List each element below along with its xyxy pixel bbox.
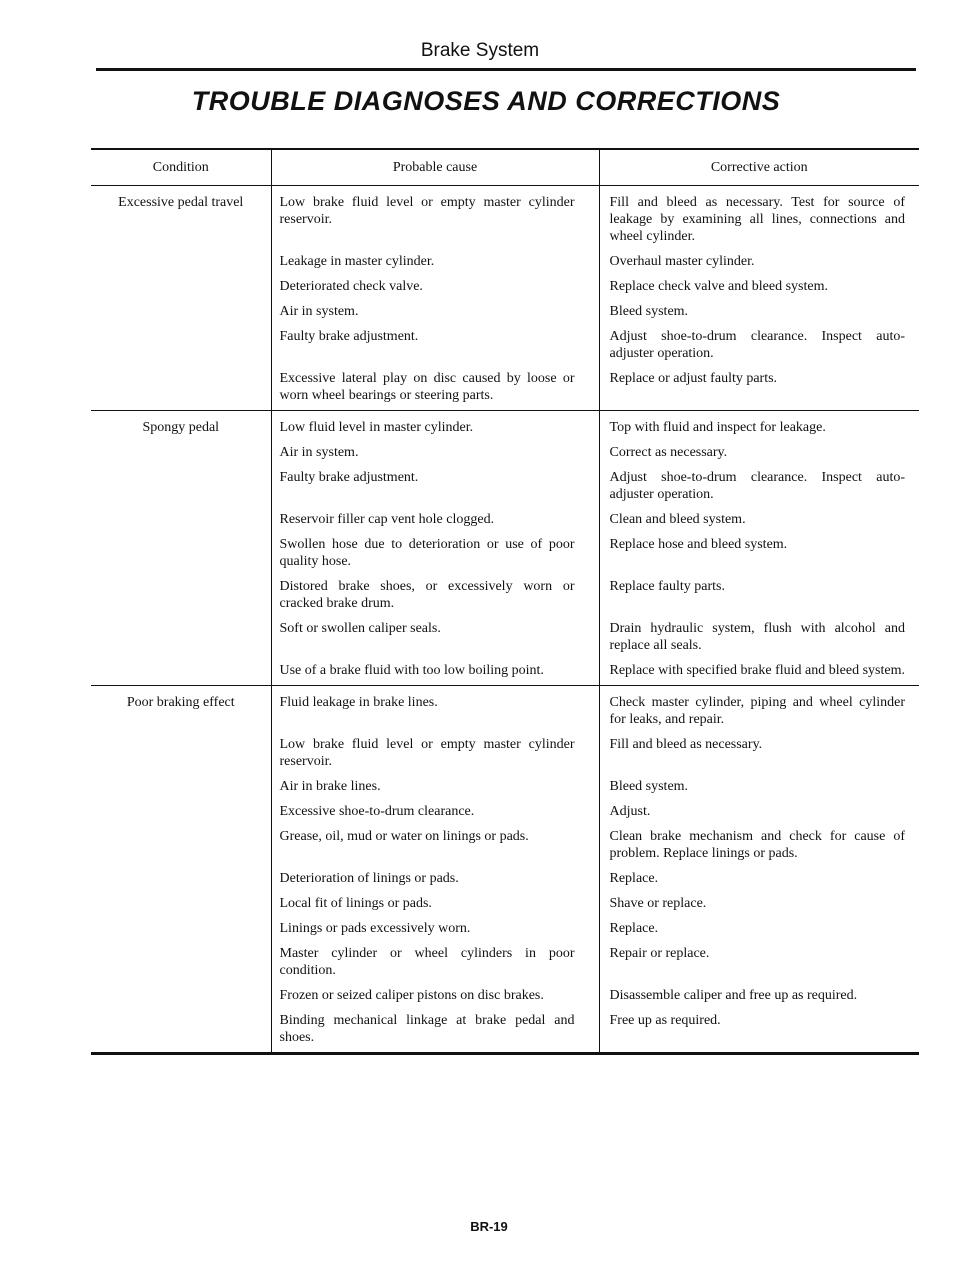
cause-item: Fluid leakage in brake lines.: [279, 695, 438, 710]
action-item: Top with fluid and inspect for leakage.: [609, 420, 826, 435]
action-item: Replace.: [609, 921, 659, 936]
action-item: Clean and bleed system.: [609, 512, 746, 527]
condition-cell: Poor braking effect: [126, 695, 235, 710]
action-item: Adjust.: [609, 804, 651, 819]
section-header: Brake System: [420, 40, 540, 61]
action-item: Replace check valve and bleed system.: [609, 279, 828, 294]
table-row: [91, 411, 919, 686]
action-item: Replace or adjust faulty parts.: [609, 371, 778, 386]
column-header-condition: Condition: [91, 150, 271, 186]
action-item: Replace hose and bleed system.: [609, 537, 788, 552]
cause-item: Use of a brake fluid with too low boiling point.: [279, 663, 544, 678]
action-cell: [599, 186, 919, 411]
cause-cell: [271, 686, 599, 1053]
cause-item: Deterioration of linings or pads.: [279, 871, 459, 886]
cause-item: Frozen or seized caliper pistons on disc brakes.: [279, 988, 544, 1003]
table-row: [91, 686, 919, 1053]
page-title: TROUBLE DIAGNOSES AND CORRECTIONS: [191, 86, 781, 116]
cause-item: Distored brake shoes, or excessively worn or cracked brake drum.: [279, 579, 575, 611]
cause-item: Binding mechanical linkage at brake pedal and shoes.: [279, 1013, 575, 1045]
action-item: Fill and bleed as necessary. Test for source of leakage by examining all lines, connections and wheel cylinder.: [609, 195, 905, 244]
action-item: Adjust shoe-to-drum clearance. Inspect auto-adjuster operation.: [609, 329, 905, 361]
table-bottom-rule: [91, 1052, 919, 1055]
cause-cell: [271, 411, 599, 686]
cause-item: Air in system.: [279, 445, 359, 460]
table-header-row: [91, 150, 919, 186]
action-item: Replace faulty parts.: [609, 579, 725, 594]
action-item: Drain hydraulic system, flush with alcohol and replace all seals.: [609, 621, 905, 653]
cause-item: Faulty brake adjustment.: [279, 470, 419, 485]
table-body: [91, 186, 919, 1053]
action-item: Check master cylinder, piping and wheel cylinder for leaks, and repair.: [609, 695, 905, 727]
cause-item: Low fluid level in master cylinder.: [279, 420, 474, 435]
action-item: Repair or replace.: [609, 946, 710, 961]
cause-cell: [271, 186, 599, 411]
action-item: Correct as necessary.: [609, 445, 728, 460]
action-item: Bleed system.: [609, 304, 689, 319]
cause-item: Master cylinder or wheel cylinders in poor condition.: [279, 946, 575, 978]
cause-item: Leakage in master cylinder.: [279, 254, 435, 269]
cause-item: Reservoir filler cap vent hole clogged.: [279, 512, 495, 527]
action-cell: [599, 686, 919, 1053]
action-cell: [599, 411, 919, 686]
cause-item: Grease, oil, mud or water on linings or pads.: [279, 829, 529, 844]
cause-item: Air in system.: [279, 304, 359, 319]
table-row: [91, 186, 919, 411]
cause-item: Faulty brake adjustment.: [279, 329, 419, 344]
cause-item: Soft or swollen caliper seals.: [279, 621, 441, 636]
cause-item: Deteriorated check valve.: [279, 279, 423, 294]
cause-item: Swollen hose due to deterioration or use of poor quality hose.: [279, 537, 575, 569]
diagnosis-table: [91, 150, 919, 1052]
cause-item: Excessive shoe-to-drum clearance.: [279, 804, 475, 819]
page-number: BR-19: [470, 1219, 508, 1234]
cause-item: Linings or pads excessively worn.: [279, 921, 471, 936]
cause-item: Excessive lateral play on disc caused by loose or worn wheel bearings or steering parts.: [279, 371, 575, 403]
action-item: Disassemble caliper and free up as required.: [609, 988, 858, 1003]
cause-item: Low brake fluid level or empty master cylinder reservoir.: [279, 195, 575, 227]
action-item: Shave or replace.: [609, 896, 707, 911]
cause-item: Low brake fluid level or empty master cylinder reservoir.: [279, 737, 575, 769]
cause-item: Air in brake lines.: [279, 779, 381, 794]
diagnosis-table-wrap: [91, 148, 919, 1055]
column-header-cause: Probable cause: [271, 150, 599, 186]
condition-cell: Excessive pedal travel: [91, 186, 271, 411]
action-item: Adjust shoe-to-drum clearance. Inspect auto-adjuster operation.: [609, 470, 905, 502]
action-item: Overhaul master cylinder.: [609, 254, 755, 269]
action-item: Clean brake mechanism and check for cause of problem. Replace linings or pads.: [609, 829, 905, 861]
action-item: Bleed system.: [609, 779, 689, 794]
action-item: Free up as required.: [609, 1013, 721, 1028]
column-header-action: Corrective action: [599, 150, 919, 186]
action-item: Fill and bleed as necessary.: [609, 737, 763, 752]
action-item: Replace with specified brake fluid and bleed system.: [609, 663, 905, 678]
condition-cell: Spongy pedal: [91, 411, 271, 686]
action-item: Replace.: [609, 871, 659, 886]
header-rule: [96, 68, 916, 71]
cause-item: Local fit of linings or pads.: [279, 896, 432, 911]
